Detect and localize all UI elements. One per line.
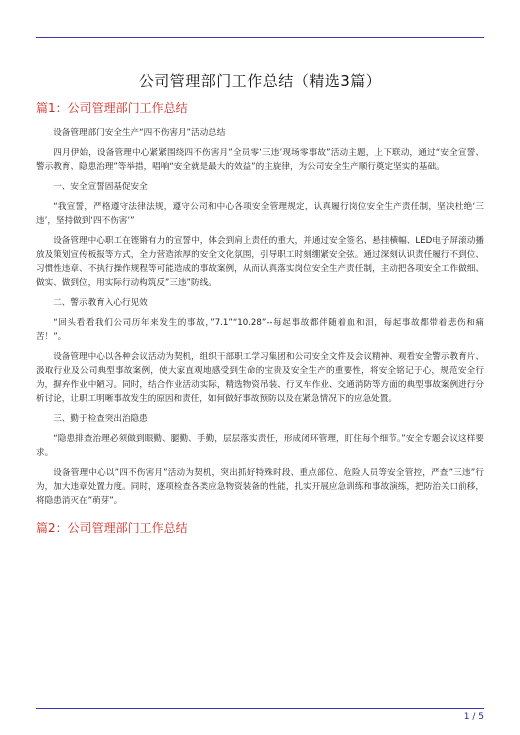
document-body bbox=[36, 100, 484, 546]
footer-rule bbox=[36, 708, 484, 709]
paragraph-inspection-quote: “隐患排查治理必须做到眼勤、腿勤、手勤，层层落实责任，形成闭环管理，盯住每个细节。”安全专题会议这样要求。 bbox=[36, 434, 484, 458]
paragraph-subtitle: 设备管理部门安全生产“四不伤害月”活动总结 bbox=[53, 128, 226, 138]
paragraph-heading-inspection: 三、勤于检查突出治隐患 bbox=[53, 414, 148, 424]
paragraph-warning-quote: “回头看看我们公司历年来发生的事故，”7.1”“10.28”--每起事故都伴随着血和泪，每起事故都带着悲伤和痛苦！”。 bbox=[36, 318, 484, 342]
paragraph-intro: 四月伊始，设备管理中心紧紧围绕四不伤害月”全员零‘三违’现场零事故”活动主题，上下联动，通过“安全宣誓、警示教育、隐患治理”等举措，唱响“安全就是最大的效益”的主旋律，为公司安全生产顺行奠定坚实的基础。 bbox=[36, 148, 484, 172]
paragraph-heading-warning: 二、警示教育入心行见效 bbox=[53, 298, 148, 308]
document-title: 公司管理部门工作总结（精选3篇） bbox=[138, 72, 382, 90]
paragraph-inspection-body: 设备管理中心以”四不伤害月”活动为契机，突出抓好特殊时段、重点部位、危险人员等安全管控，严查”三违”行为，加大违章处置力度。同时，逐项检查各类应急物资装备的性能，扎实开展应急训练和事故演练，把防治关口前移，将隐患消灭在”萌芽”。 bbox=[36, 468, 484, 506]
paragraph-oath-quote: “我宣誓，严格遵守法律法规，遵守公司和中心各项安全管理规定，认真履行岗位安全生产责任制，坚决杜绝‘三违’，坚持做到‘四不伤害’” bbox=[36, 202, 484, 226]
section-heading-1: 篇1：公司管理部门工作总结 bbox=[36, 101, 188, 115]
paragraph-warning-body: 设备管理中心以各种会议活动为契机，组织干部职工学习集团和公司安全文件及会议精神、观看安全警示教育片、汲取行业及公司典型事故案例，使大家直观地感受到生命的宝贵及安全生产的重要性，将安全铭记于心，规范安全行为，摒弃作业中陋习。同时，结合作业活动实际，精选物资吊装、行叉车作业、交通消防等方面的典型事故案例进行分析讨论，让职工明晰事故发生的原因和责任，如何做好事故预防以及在紧急情况下的应急处置。 bbox=[36, 352, 484, 404]
header-rule bbox=[36, 37, 484, 38]
section-heading-2: 篇2：公司管理部门工作总结 bbox=[36, 521, 188, 535]
paragraph-heading-oath: 一、安全宣誓固基促安全 bbox=[53, 182, 148, 192]
paragraph-oath-body: 设备管理中心职工在铿锵有力的宣誓中，体会到肩上责任的重大，并通过安全签名、悬挂横幅、LED电子屏滚动播放及策划宣传板报等方式，全力营造浓厚的安全文化氛围，引导职工时刻绷紧安全弦。通过深刻认识责任履行不到位、习惯性违章、不执行操作规程等可能造成的事故案例，从而认真落实岗位安全生产责任制，主动把各项安全工作做细、做实、做到位，用实际行动构筑反”三违”防线。 bbox=[36, 236, 484, 288]
page-indicator: 1 / 5 bbox=[463, 712, 484, 722]
